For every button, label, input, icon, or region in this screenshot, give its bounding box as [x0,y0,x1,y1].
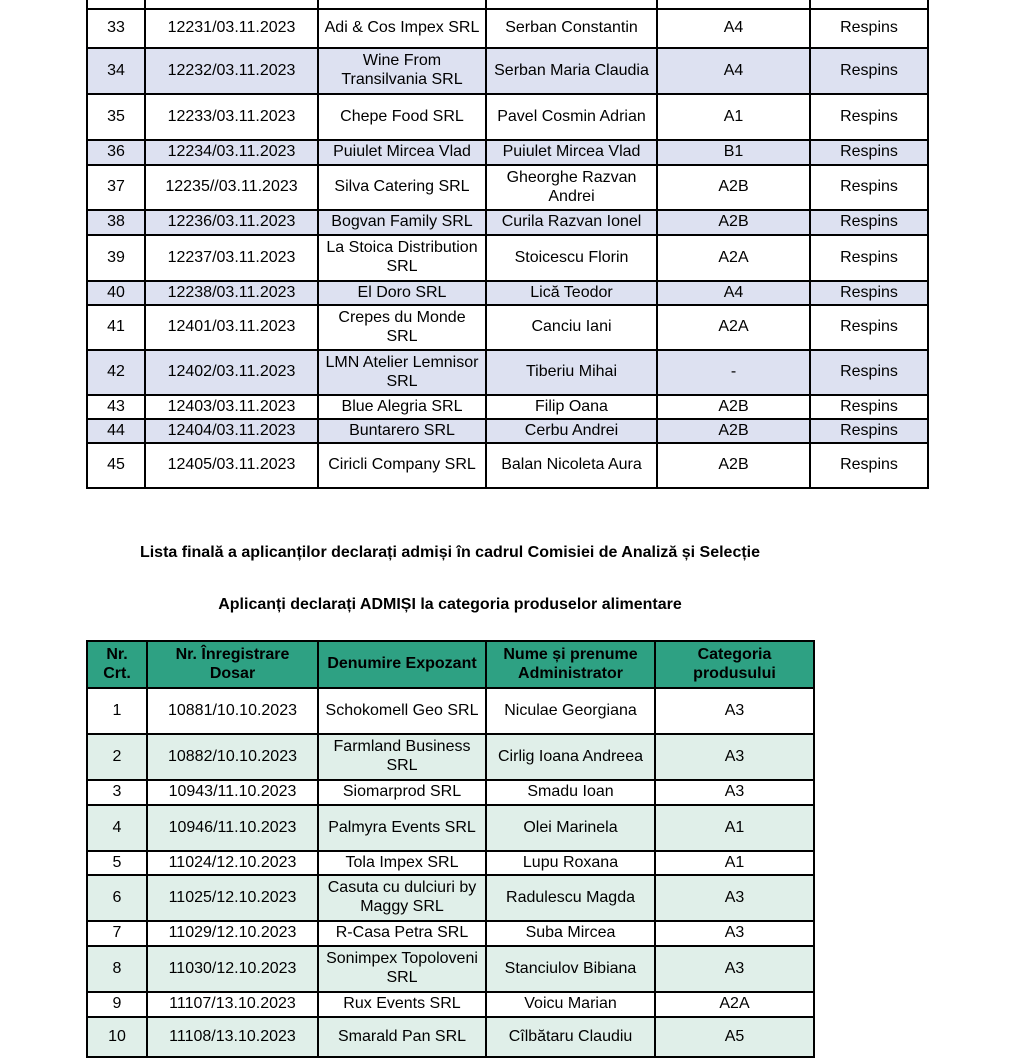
table-row [87,1017,814,1057]
table-cell: 45 [87,443,145,488]
table-row [87,140,928,165]
table-cell: 41 [87,305,145,350]
table-cell: Respins [810,395,928,419]
column-header-nume-prenume-administrator: Nume și prenume Administrator [486,641,655,688]
table-cell: Buntarero SRL [318,419,486,443]
table-cell: Adi & Cos Impex SRL [318,9,486,48]
table-cell: A5 [655,1017,814,1057]
table-cell: Respins [810,210,928,235]
table-cell: 12232/03.11.2023 [145,48,318,94]
table-cell: A4 [657,9,810,48]
table-cell: A2A [657,235,810,281]
table-cell: A3 [655,780,814,805]
table-cell: A1 [655,805,814,851]
table-cell: 10881/10.10.2023 [147,688,318,734]
table-cell: Respins [810,140,928,165]
table-cell: A2B [657,443,810,488]
table-cell: 44 [87,419,145,443]
table-cell: R-Casa Petra SRL [318,921,486,946]
table-cell: 34 [87,48,145,94]
table-cell: 12401/03.11.2023 [145,305,318,350]
table-row [87,48,928,94]
table-cell: 12402/03.11.2023 [145,350,318,395]
admitted-applicants-table [86,640,815,1058]
table-cell: 8 [87,946,147,992]
table-cell: Respins [810,419,928,443]
table-row [87,235,928,281]
table-row [87,734,814,780]
table-cell: - [657,350,810,395]
table-cell: Filip Oana [486,395,657,419]
table-cell: Siomarprod SRL [318,780,486,805]
table-cell: Voicu Marian [486,992,655,1017]
table-row [87,851,814,875]
table-cell: Cerbu Andrei [486,419,657,443]
admitted-category-heading: Aplicanți declarați ADMIȘI la categoria produselor alimentare [218,596,682,613]
table-cell: 36 [87,140,145,165]
table-cell: Niculae Georgiana [486,688,655,734]
table-cell: Palmyra Events SRL [318,805,486,851]
table-cell: Serban Constantin [486,9,657,48]
table-row [87,921,814,946]
table-cell: A1 [657,94,810,140]
admitted-table-body [87,688,814,1057]
table-row [87,210,928,235]
table-cell: La Stoica Distribution SRL [318,235,486,281]
table-cell: Smarald Pan SRL [318,1017,486,1057]
table-cell: Smadu Ioan [486,780,655,805]
table-cell: A3 [655,946,814,992]
table-cell: Schokomell Geo SRL [318,688,486,734]
column-header-denumire-expozant: Denumire Expozant [318,641,486,688]
table-cell: Pavel Cosmin Adrian [486,94,657,140]
table-cell: 10946/11.10.2023 [147,805,318,851]
table-cell: 11107/13.10.2023 [147,992,318,1017]
table-cell: LMN Atelier Lemnisor SRL [318,350,486,395]
table-cell: Tola Impex SRL [318,851,486,875]
table-cell: Tiberiu Mihai [486,350,657,395]
table-row [87,875,814,921]
table-cell: A4 [657,48,810,94]
table-row [87,94,928,140]
table-row [87,992,814,1017]
table-cell: 43 [87,395,145,419]
table-cell: 12237/03.11.2023 [145,235,318,281]
table-cell: Cirlig Ioana Andreea [486,734,655,780]
table-cell: 38 [87,210,145,235]
table-cell: 12236/03.11.2023 [145,210,318,235]
table-cell: B1 [657,140,810,165]
table-row [87,946,814,992]
table-cell: Lică Teodor [486,281,657,305]
table-cell: A3 [655,688,814,734]
table-cell: 12404/03.11.2023 [145,419,318,443]
column-header-nr-inregistrare-dosar: Nr. Înregistrare Dosar [147,641,318,688]
table-cell: A3 [655,734,814,780]
table-cell: Respins [810,350,928,395]
table-cell: 40 [87,281,145,305]
table-cell: Respins [810,9,928,48]
clipped-row [87,0,928,9]
table-row [87,305,928,350]
table-cell: Curila Razvan Ionel [486,210,657,235]
final-list-heading: Lista finală a aplicanților declarați admiși în cadrul Comisiei de Analiză și Selecție [139,544,761,561]
table-cell: 4 [87,805,147,851]
table-row [87,443,928,488]
table-cell: Respins [810,305,928,350]
table-cell: Puiulet Mircea Vlad [486,140,657,165]
column-header-categoria-produsului: Categoria produsului [655,641,814,688]
table-cell: Farmland Business SRL [318,734,486,780]
column-header-nr-crt: Nr. Crt. [87,641,147,688]
table-cell: Suba Mircea [486,921,655,946]
rejected-table-body [87,0,928,488]
table-row [87,419,928,443]
table-cell: 35 [87,94,145,140]
table-row [87,805,814,851]
table-cell: Respins [810,165,928,210]
table-cell: A1 [655,851,814,875]
admitted-table-header [87,641,814,688]
table-row [87,9,928,48]
table-cell: 11029/12.10.2023 [147,921,318,946]
table-cell: Crepes du Monde SRL [318,305,486,350]
table-cell: 42 [87,350,145,395]
table-cell: Olei Marinela [486,805,655,851]
table-cell: 11025/12.10.2023 [147,875,318,921]
table-cell: 10882/10.10.2023 [147,734,318,780]
table-cell: 12403/03.11.2023 [145,395,318,419]
table-cell: 37 [87,165,145,210]
table-cell: Wine From Transilvania SRL [318,48,486,94]
table-cell: A3 [655,875,814,921]
table-cell: Rux Events SRL [318,992,486,1017]
table-cell: A2B [657,395,810,419]
table-row [87,350,928,395]
table-cell: El Doro SRL [318,281,486,305]
table-row [87,688,814,734]
table-cell: 12234/03.11.2023 [145,140,318,165]
table-cell: Stoicescu Florin [486,235,657,281]
table-row [87,165,928,210]
table-cell: Chepe Food SRL [318,94,486,140]
table-cell: 12238/03.11.2023 [145,281,318,305]
table-cell: Stanciulov Bibiana [486,946,655,992]
rejected-applicants-table [86,0,929,489]
table-cell: 33 [87,9,145,48]
table-cell: Radulescu Magda [486,875,655,921]
table-cell: A3 [655,921,814,946]
table-row [87,281,928,305]
table-cell: 11024/12.10.2023 [147,851,318,875]
table-cell: 11108/13.10.2023 [147,1017,318,1057]
table-cell: 3 [87,780,147,805]
table-cell: A2B [657,419,810,443]
table-cell: Ciricli Company SRL [318,443,486,488]
table-cell: Balan Nicoleta Aura [486,443,657,488]
table-cell: 7 [87,921,147,946]
table-cell: Cîlbătaru Claudiu [486,1017,655,1057]
table-row [87,780,814,805]
table-cell: A4 [657,281,810,305]
table-cell: Canciu Iani [486,305,657,350]
table-cell: Respins [810,443,928,488]
table-cell: Respins [810,48,928,94]
table-cell: Casuta cu dulciuri by Maggy SRL [318,875,486,921]
table-cell: A2B [657,165,810,210]
table-cell: 12235//03.11.2023 [145,165,318,210]
table-cell: Lupu Roxana [486,851,655,875]
table-cell: Serban Maria Claudia [486,48,657,94]
table-cell: A2B [657,210,810,235]
table-cell: 1 [87,688,147,734]
table-cell: Sonimpex Topoloveni SRL [318,946,486,992]
table-cell: 5 [87,851,147,875]
table-cell: 6 [87,875,147,921]
table-cell: Respins [810,94,928,140]
table-cell: 10 [87,1017,147,1057]
table-cell: Gheorghe Razvan Andrei [486,165,657,210]
table-cell: Puiulet Mircea Vlad [318,140,486,165]
table-row [87,395,928,419]
table-cell: Blue Alegria SRL [318,395,486,419]
table-cell: A2A [655,992,814,1017]
table-cell: Respins [810,281,928,305]
table-cell: 10943/11.10.2023 [147,780,318,805]
table-cell: 12405/03.11.2023 [145,443,318,488]
table-cell: 12231/03.11.2023 [145,9,318,48]
table-cell: 2 [87,734,147,780]
table-cell: 39 [87,235,145,281]
table-cell: 12233/03.11.2023 [145,94,318,140]
table-cell: A2A [657,305,810,350]
table-cell: 9 [87,992,147,1017]
table-cell: Silva Catering SRL [318,165,486,210]
table-cell: 11030/12.10.2023 [147,946,318,992]
table-cell: Bogvan Family SRL [318,210,486,235]
table-cell: Respins [810,235,928,281]
